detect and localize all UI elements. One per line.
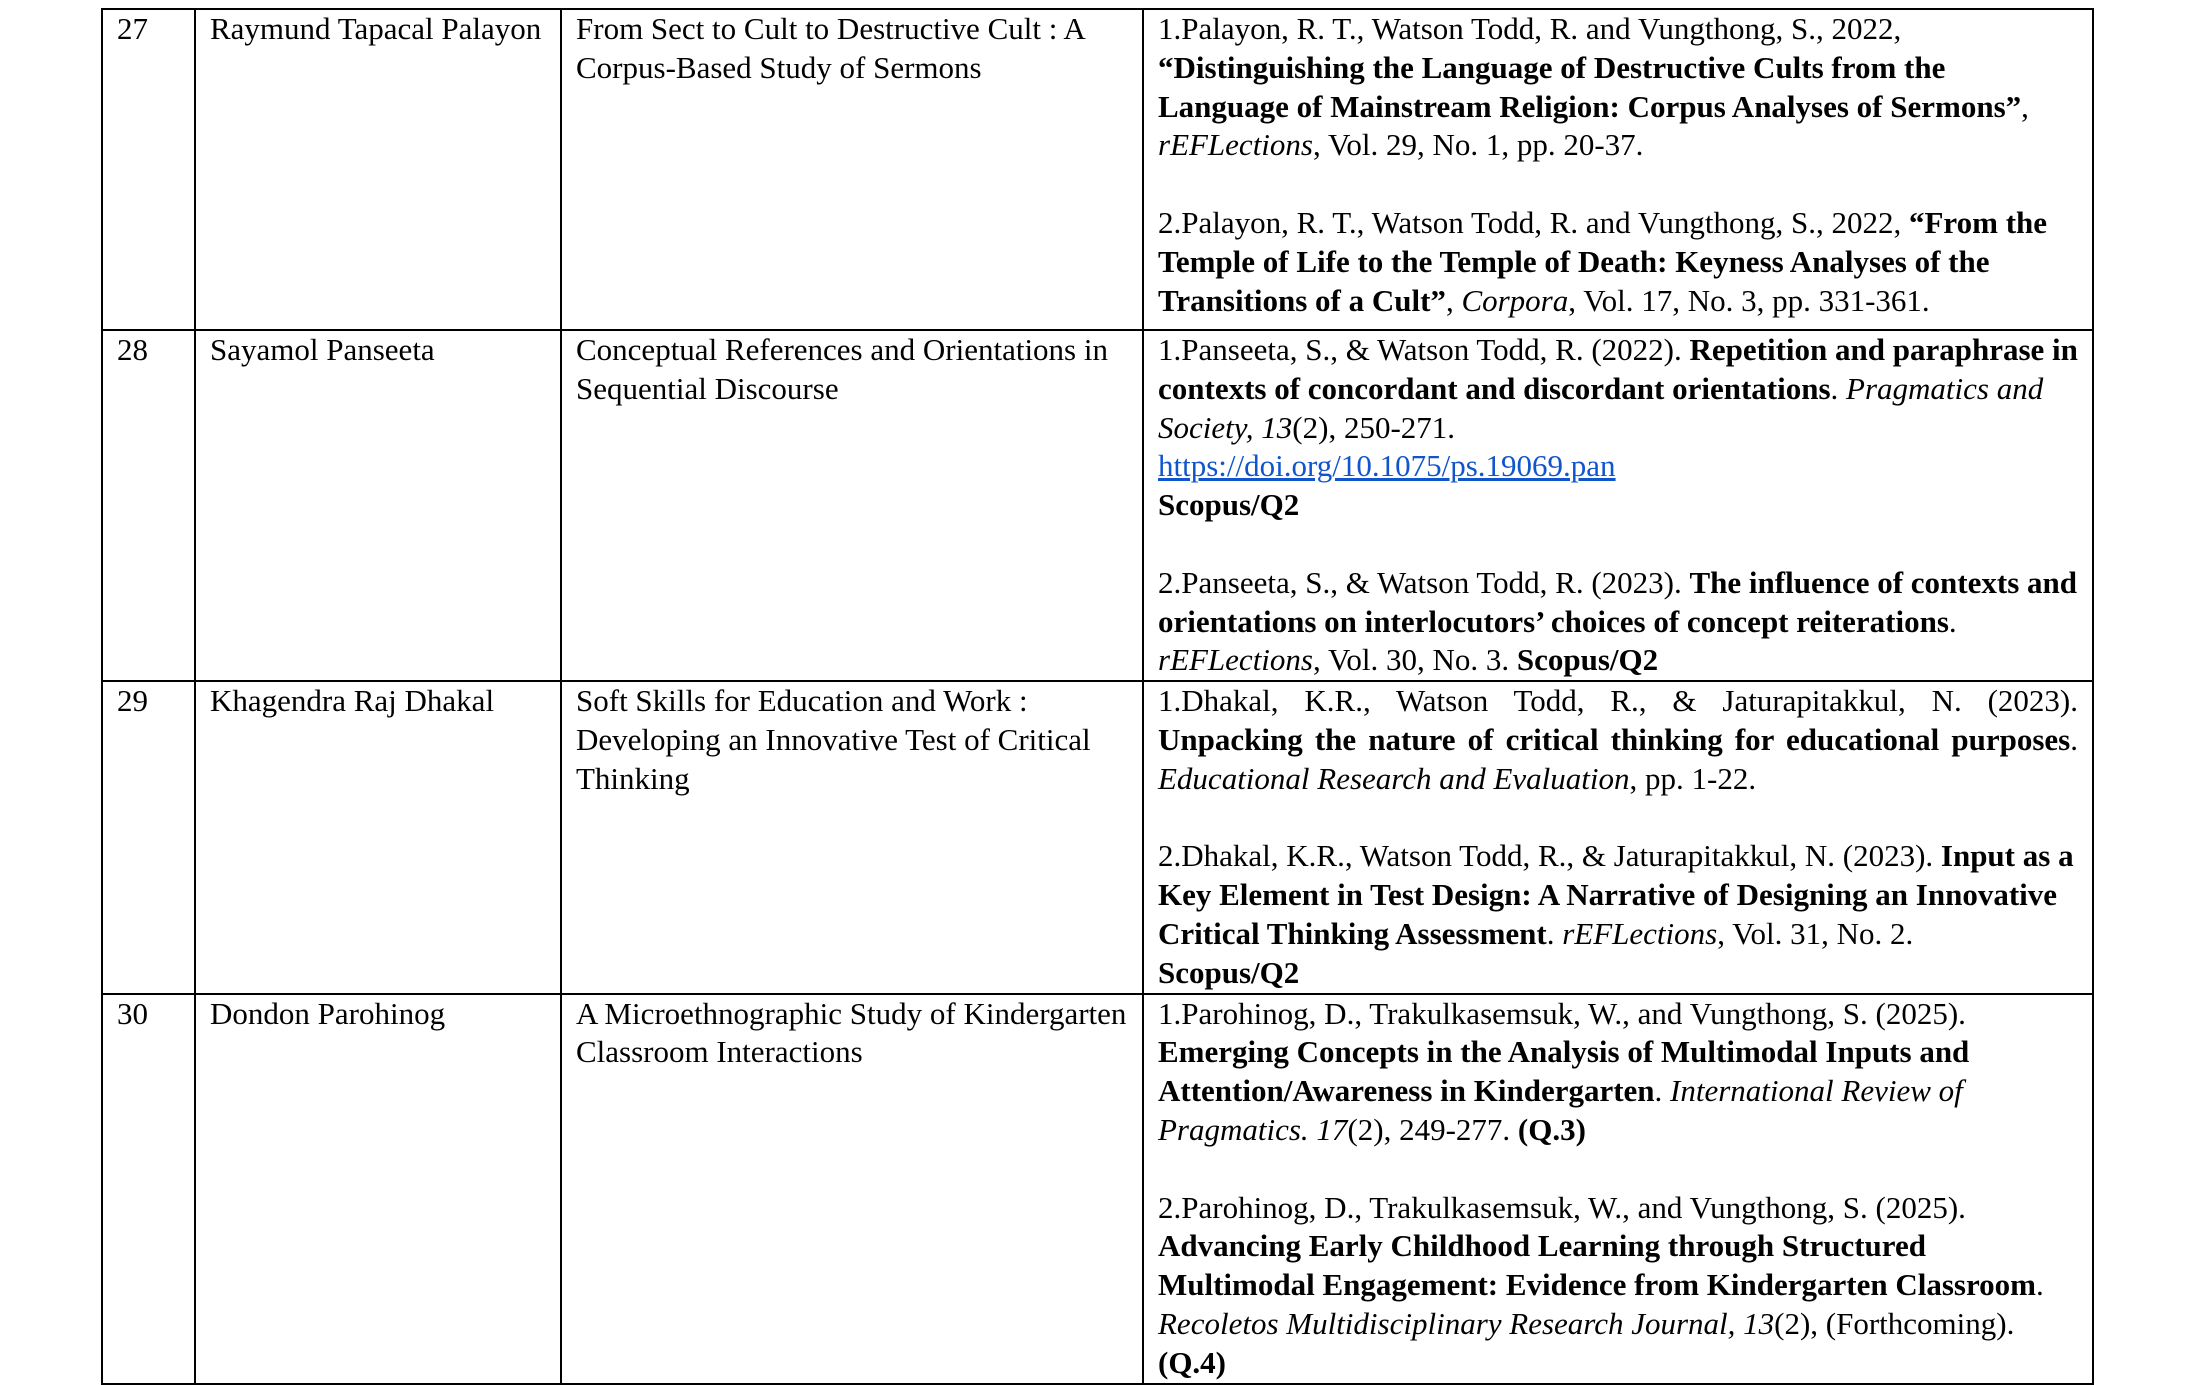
publications-cell	[1143, 9, 2093, 330]
thesis-title: From Sect to Cult to Destructive Cult : A Corpus-Based Study of Sermons	[561, 9, 1143, 330]
table-row	[102, 994, 2093, 1384]
student-name: Dondon Parohinog	[195, 994, 561, 1384]
index-label: Scopus/Q2	[1516, 642, 1659, 678]
index-label: Scopus/Q2	[1158, 954, 1300, 990]
thesis-title: A Microethnographic Study of Kindergarten Classroom Interactions	[561, 994, 1143, 1384]
index-label: (Q.4)	[1158, 1344, 1227, 1380]
thesis-title: Soft Skills for Education and Work : Developing an Innovative Test of Critical Thinking	[561, 681, 1143, 993]
doi-link[interactable]: https://doi.org/10.1075/ps.19069.pan	[1158, 448, 1616, 484]
publication-entry: 1.Panseeta, S., & Watson Todd, R. (2022). Repetition and paraphrase in contexts of concordant and discordant orientations. Pragmatics and Society, 13(2), 250-271. https://doi.org/10.1075/ps.19069.pan Scopus/Q2	[1158, 332, 2078, 523]
table-row	[102, 681, 2093, 993]
index-label: (Q.3)	[1517, 1111, 1586, 1147]
row-number: 28	[102, 330, 195, 681]
student-name: Khagendra Raj Dhakal	[195, 681, 561, 993]
student-name: Sayamol Panseeta	[195, 330, 561, 681]
publication-entry: 1.Palayon, R. T., Watson Todd, R. and Vungthong, S., 2022, “Distinguishing the Language of Destructive Cults from the Language of Mainstream Religion: Corpus Analyses of Sermons”, rEFLections, Vol. 29, No. 1, pp. 20-37.	[1158, 11, 2029, 163]
row-number: 27	[102, 9, 195, 330]
table-row	[102, 330, 2093, 681]
publications-cell	[1143, 330, 2093, 681]
table-row	[102, 9, 2093, 330]
publications-cell	[1143, 994, 2093, 1384]
publication-entry: 2.Panseeta, S., & Watson Todd, R. (2023). The influence of contexts and orientations on interlocutors’ choices of concept reiterations. rEFLections, Vol. 30, No. 3. Scopus/Q2	[1158, 564, 2077, 678]
publications-cell	[1143, 681, 2093, 993]
student-name: Raymund Tapacal Palayon	[195, 9, 561, 330]
publication-entry: 2.Dhakal, K.R., Watson Todd, R., & Jaturapitakkul, N. (2023). Input as a Key Element in Test Design: A Narrative of Designing an Innovative Critical Thinking Assessment. rEFLections, Vol. 31, No. 2. Scopus/Q2	[1158, 838, 2074, 990]
row-number: 30	[102, 994, 195, 1384]
publication-entry: 2.Parohinog, D., Trakulkasemsuk, W., and Vungthong, S. (2025). Advancing Early Childhood Learning through Structured Multimodal Engagement: Evidence from Kindergarten Classroom. Recoletos Multidisciplinary Research Journal, 13(2), (Forthcoming). (Q.4)	[1158, 1189, 2044, 1380]
row-number: 29	[102, 681, 195, 993]
publication-entry: 2.Palayon, R. T., Watson Todd, R. and Vungthong, S., 2022, “From the Temple of Life to the Temple of Death: Keyness Analyses of the Transitions of a Cult”, Corpora, Vol. 17, No. 3, pp. 331-361.	[1158, 204, 2048, 318]
thesis-title: Conceptual References and Orientations in Sequential Discourse	[561, 330, 1143, 681]
publications-table	[101, 8, 2094, 1385]
index-label: Scopus/Q2	[1158, 487, 1300, 523]
publication-entry: 1.Dhakal, K.R., Watson Todd, R., & Jaturapitakkul, N. (2023). Unpacking the nature of critical thinking for educational purposes. Educational Research and Evaluation, pp. 1-22.	[1158, 683, 2078, 796]
publication-entry: 1.Parohinog, D., Trakulkasemsuk, W., and Vungthong, S. (2025). Emerging Concepts in the Analysis of Multimodal Inputs and Attention/Awareness in Kindergarten. International Review of Pragmatics. 17(2), 249-277. (Q.3)	[1158, 995, 1970, 1147]
